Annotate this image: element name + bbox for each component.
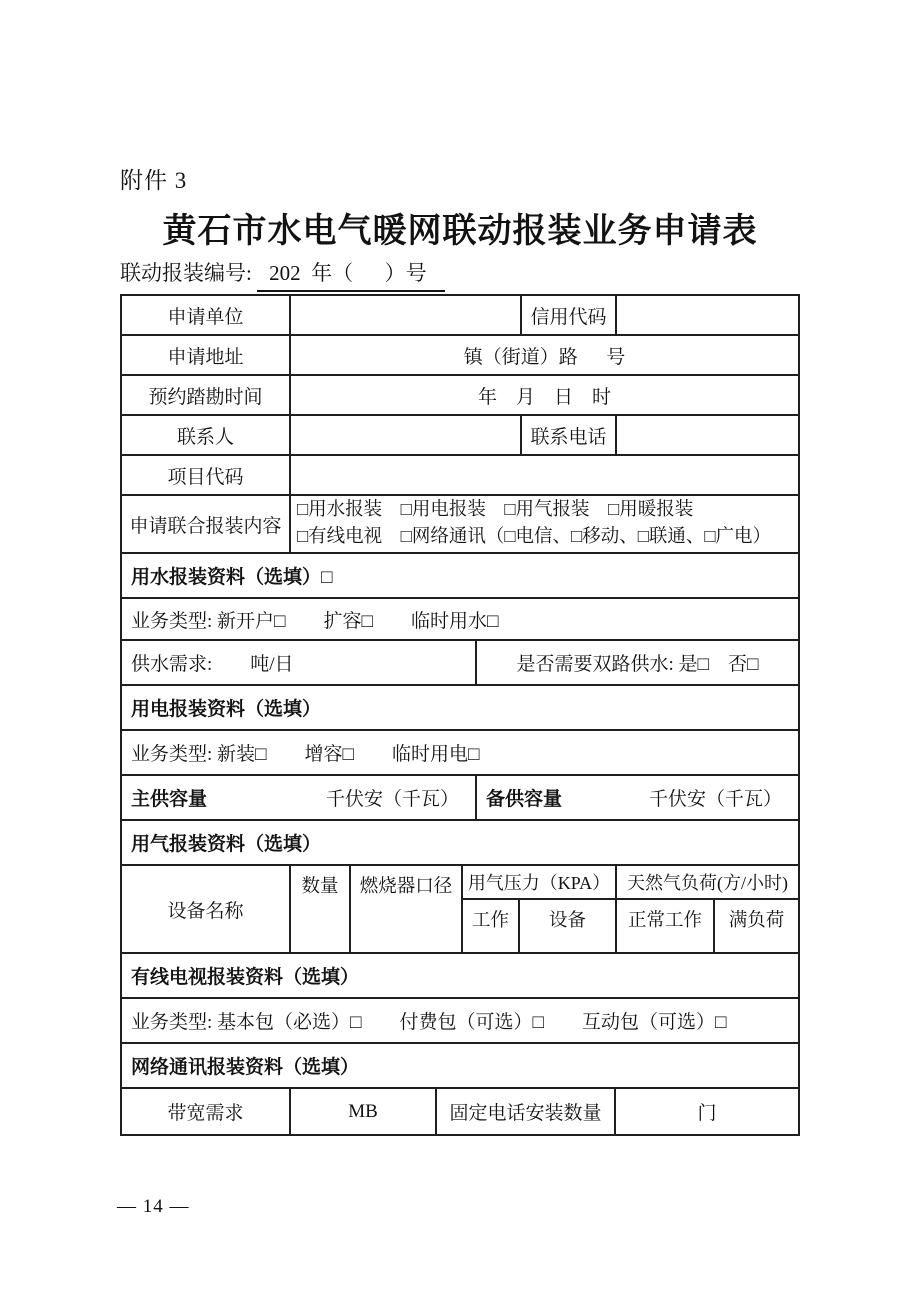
row-applicant [122, 296, 798, 336]
backup-capacity-cell [477, 776, 798, 819]
electric-section-header: 用电报装资料（选填） [131, 699, 322, 720]
row-bandwidth [122, 1089, 798, 1134]
applicant-label: 申请单位 [122, 296, 291, 334]
survey-time-label: 预约踏勘时间 [122, 376, 291, 414]
main-capacity-label: 主供容量 [131, 789, 208, 810]
row-electric-business-type [122, 731, 798, 776]
address-label: 申请地址 [122, 336, 291, 374]
main-capacity-cell [122, 776, 477, 819]
serial-number-line [120, 257, 445, 292]
row-tv-business-type [122, 999, 798, 1044]
contact-label: 联系人 [122, 416, 291, 454]
credit-code-label: 信用代码 [522, 296, 617, 334]
row-gas-section [122, 821, 798, 866]
attachment-label: 附件 3 [120, 168, 188, 193]
joint-content-label: 申请联合报装内容 [122, 496, 291, 552]
row-water-business-type [122, 599, 798, 641]
gas-load-header: 天然气负荷(方/小时) [617, 866, 798, 900]
contact-value-cell [291, 416, 522, 454]
backup-capacity-unit: 千伏安（千瓦） [648, 789, 782, 810]
row-survey-time [122, 376, 798, 416]
address-value: 镇（街道）路 号 [463, 346, 626, 368]
gas-pressure-subheaders [463, 900, 615, 952]
backup-capacity-label: 备供容量 [486, 789, 563, 810]
row-gas-table-header [122, 866, 798, 954]
gas-section-header: 用气报装资料（选填） [131, 834, 322, 855]
row-network-section [122, 1044, 798, 1089]
gas-pressure-header: 用气压力（KPA） [463, 866, 615, 900]
row-address [122, 336, 798, 376]
row-contact [122, 416, 798, 456]
water-demand: 供水需求: 吨/日 [122, 641, 477, 684]
joint-content-options [291, 496, 798, 552]
row-capacity [122, 776, 798, 821]
phone-count-unit: 门 [697, 1103, 717, 1124]
page-title: 黄石市水电气暖网联动报装业务申请表 [162, 213, 758, 250]
bandwidth-unit: MB [291, 1089, 437, 1134]
project-code-value-cell [291, 456, 798, 494]
serial-label: 联动报装编号: [120, 261, 258, 285]
serial-value: 202 年（ ）号 [257, 257, 445, 292]
gas-load-subheaders [617, 900, 798, 952]
load-normal-header: 正常工作 [617, 900, 715, 952]
gas-load-column [617, 866, 798, 952]
load-full-header: 满负荷 [728, 911, 785, 931]
water-section-header: 用水报装资料（选填）□ [131, 567, 333, 588]
device-name-header: 设备名称 [122, 866, 291, 952]
joint-option-line-1: □用水报装 □用电报装 □用气报装 □用暖报装 [297, 500, 694, 520]
gas-pressure-column [463, 866, 617, 952]
project-code-label: 项目代码 [122, 456, 291, 494]
row-water-section [122, 554, 798, 599]
tv-section-header: 有线电视报装资料（选填） [131, 967, 360, 988]
quantity-header: 数量 [291, 866, 351, 952]
phone-count-label: 固定电话安装数量 [437, 1089, 616, 1134]
row-tv-section [122, 954, 798, 999]
row-joint-content [122, 496, 798, 554]
main-capacity-unit: 千伏安（千瓦） [325, 789, 459, 810]
burner-diameter-header: 燃烧器口径 [351, 866, 463, 952]
joint-option-line-2: □有线电视 □网络通讯（□电信、□移动、□联通、□广电） [297, 527, 772, 547]
row-electric-section [122, 686, 798, 731]
credit-code-value-cell [617, 296, 798, 334]
page-number: — 14 — [117, 1196, 190, 1217]
row-water-demand [122, 641, 798, 686]
electric-business-type: 业务类型: 新装□ 增容□ 临时用电□ [131, 744, 480, 765]
network-section-header: 网络通讯报装资料（选填） [131, 1057, 360, 1078]
pressure-device-header: 设备 [548, 911, 586, 931]
survey-time-value: 年 月 日 时 [477, 386, 611, 408]
phone-value-cell [617, 416, 798, 454]
phone-label: 联系电话 [522, 416, 617, 454]
water-business-type: 业务类型: 新开户□ 扩容□ 临时用水□ [131, 610, 499, 632]
application-form-table [120, 294, 800, 1136]
applicant-value-cell [291, 296, 522, 334]
row-project-code [122, 456, 798, 496]
pressure-work-header: 工作 [463, 900, 520, 952]
bandwidth-label: 带宽需求 [122, 1089, 291, 1134]
tv-business-type: 业务类型: 基本包（必选）□ 付费包（可选）□ 互动包（可选）□ [131, 1012, 727, 1033]
dual-supply-question: 是否需要双路供水: 是□ 否□ [516, 654, 759, 675]
